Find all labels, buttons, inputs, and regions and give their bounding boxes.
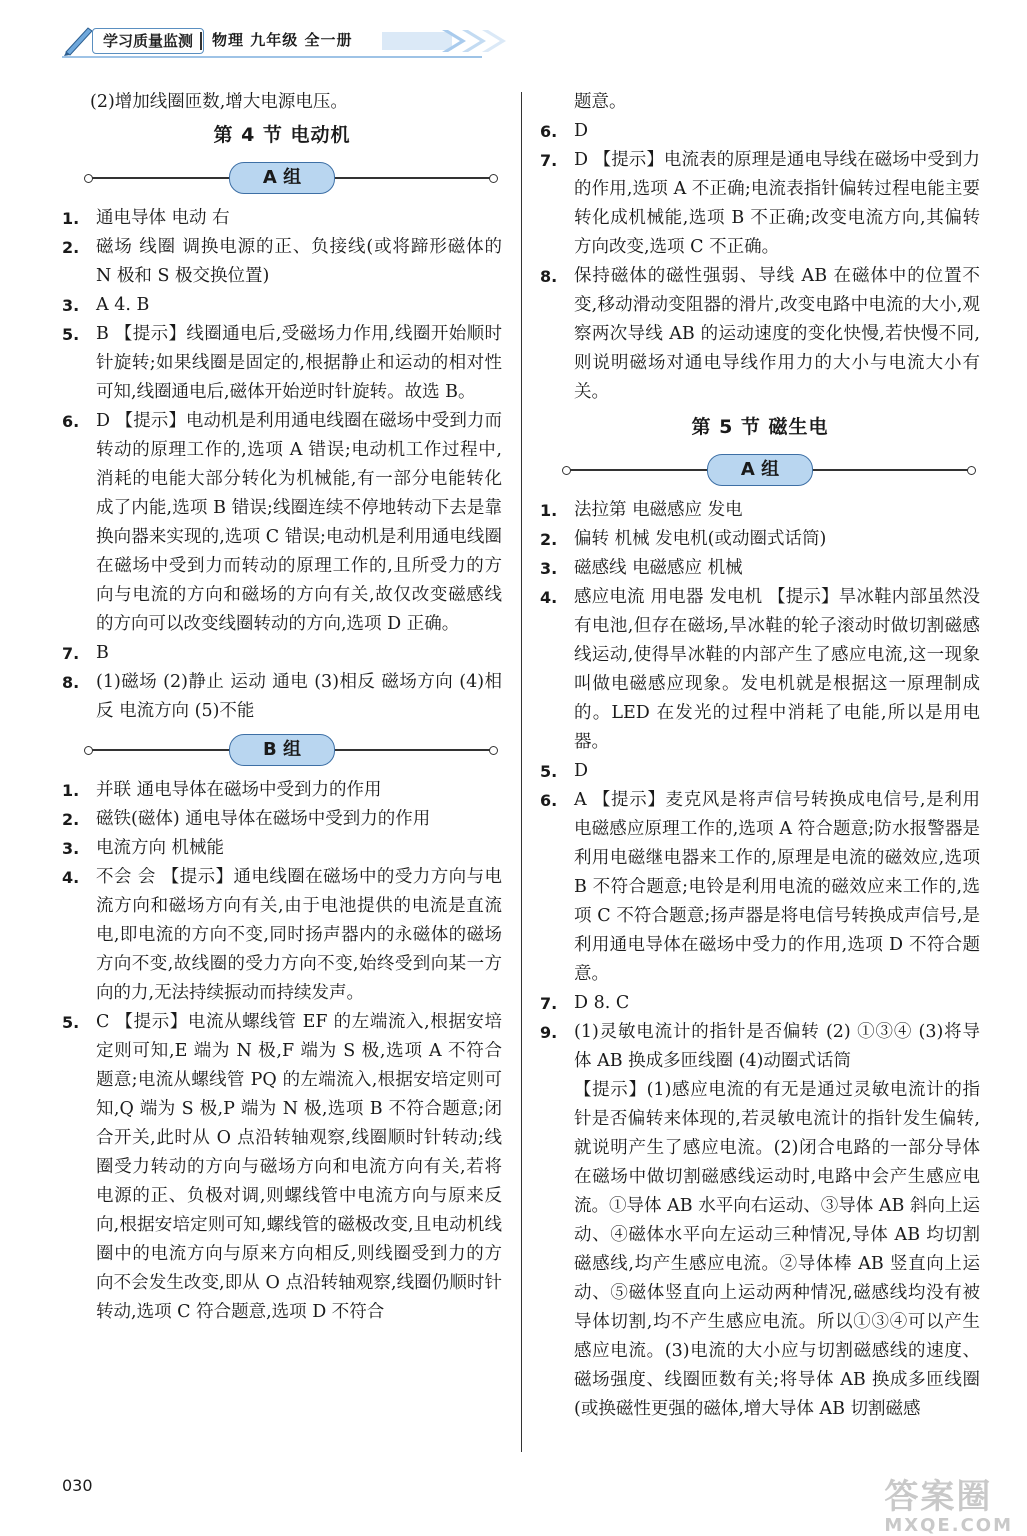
item-number: 5.	[62, 325, 80, 344]
list-item	[62, 834, 502, 863]
right-a-list	[540, 496, 980, 1076]
list-item	[62, 233, 502, 291]
left-b-list	[62, 776, 502, 1327]
item-text: D	[574, 761, 589, 781]
list-item	[62, 668, 502, 726]
item-text: B 【提示】线圈通电后,受磁场力作用,线圈开始顺时针旋转;如果线圈是固定的,根据静止和运动的相对性可知,线圈通电后,磁体开始逆时针旋转。故选 B。	[96, 324, 502, 402]
list-item	[540, 525, 980, 554]
item-text: (1)灵敏电流计的指针是否偏转 (2) ①③④ (3)将导体 AB 换成多匝线圈 (4)动圈式话筒	[574, 1022, 980, 1071]
item-text: D	[574, 121, 589, 141]
intro-line: (2)增加线圈匝数,增大电源电压。	[90, 92, 348, 112]
item-text: 法拉第 电磁感应 发电	[574, 500, 743, 520]
left-a-list	[62, 204, 502, 726]
chevron-decoration-icon	[382, 26, 542, 56]
item-number: 4.	[540, 588, 558, 607]
item-number: 5.	[62, 1013, 80, 1032]
item-number: 1.	[62, 209, 80, 228]
header-rule	[62, 56, 482, 58]
item-number: 9.	[540, 1023, 558, 1042]
item-number: 3.	[540, 559, 558, 578]
item-number: 8.	[62, 673, 80, 692]
right-top-list	[540, 117, 980, 407]
list-item	[62, 863, 502, 1008]
item-text: B	[96, 643, 109, 663]
item-text: 磁铁(磁体) 通电导体在磁场中受到力的作用	[96, 809, 431, 829]
list-item	[62, 320, 502, 407]
item9-hint: 【提示】(1)感应电流的有无是通过灵敏电流计的指针是否偏转来体现的,若灵敏电流计的指针发生偏转,就说明产生了感应电流。(2)闭合电路的一部分导体在磁场中做切割磁感线运动时,电路中会产生感应电流。①导体 AB 水平向右运动、③导体 AB 斜向上运动、④磁体水平向左运动三种情况,导体 AB 均切割磁感线,均产生感应电流。②导体棒 AB 竖直向上运动、⑤磁体竖直向上运动两种情况,磁感线均没有被导体切割,均不产生感应电流。所以①③④可以产生感应电流。(3)电流的大小应与切割磁感线的速度、磁场强度、线圈匝数有关;将导体 AB 换成多匝线圈(或换磁性更强的磁体,增大导体 AB 切割磁感	[574, 1080, 980, 1419]
list-item	[540, 146, 980, 262]
list-item	[540, 117, 980, 146]
watermark-text: 答案圈	[884, 1477, 993, 1517]
item-text: D 8. C	[574, 993, 630, 1013]
list-item	[62, 291, 502, 320]
column-divider	[521, 92, 522, 1452]
item-number: 4.	[62, 868, 80, 887]
list-item	[540, 1018, 980, 1076]
list-item	[62, 1008, 502, 1327]
group-a-label-right: A 组	[707, 454, 813, 486]
list-item	[540, 262, 980, 407]
group-a-banner-right	[540, 452, 980, 488]
item-number: 7.	[540, 994, 558, 1013]
left-column	[62, 88, 502, 1327]
item-number: 1.	[62, 781, 80, 800]
list-item	[540, 786, 980, 989]
item-text: 不会 会 【提示】通电线圈在磁场中的受力方向与电流方向和磁场方向有关,由于电池提供的电流是直流电,即电流的方向不变,同时扬声器内的永磁体的磁场方向不变,故线圈的受力方向不变,始终受到向某一方向的力,无法持续振动而持续发声。	[96, 867, 502, 1003]
list-item	[62, 204, 502, 233]
item-number: 2.	[62, 238, 80, 257]
page-number: 030	[62, 1476, 93, 1495]
item-text: D 【提示】电动机是利用通电线圈在磁场中受到力而转动的原理工作的,选项 A 错误;电动机工作过程中,消耗的电能大部分转化为机械能,有一部分电能转化成了内能,选项 B 错误;线圈连续不停地转动下去是靠换向器来实现的,选项 C 错误;电动机是利用通电线圈在磁场中受到力而转动的原理工作的,且所受力的方向与电流的方向和磁场的方向有关,故仅改变磁感线的方向可以改变线圈转动的方向,选项 D 正确。	[96, 411, 502, 634]
right-column	[540, 88, 980, 1424]
list-item	[62, 805, 502, 834]
pen-icon	[62, 22, 96, 56]
item-text: 通电导体 电动 右	[96, 208, 230, 228]
item-text: (1)磁场 (2)静止 运动 通电 (3)相反 磁场方向 (4)相反 电流方向 (5)不能	[96, 672, 502, 721]
item-text: 感应电流 用电器 发电机 【提示】旱冰鞋内部虽然没有电池,但存在磁场,旱冰鞋的轮子滚动时做切割磁感线运动,使得旱冰鞋的内部产生了感应电流,这一现象叫做电磁感应现象。发电机就是根据这一原理制成的。LED 在发光的过程中消耗了电能,所以是用电器。	[574, 587, 980, 752]
list-item	[540, 757, 980, 786]
list-item	[540, 554, 980, 583]
list-item	[62, 407, 502, 639]
item-number: 3.	[62, 296, 80, 315]
group-b-label: B 组	[229, 734, 335, 766]
item-number: 5.	[540, 762, 558, 781]
list-item	[62, 776, 502, 805]
item-number: 6.	[62, 412, 80, 431]
watermark-url: MXQE.COM	[884, 1515, 1013, 1536]
item-text: 并联 通电导体在磁场中受到力的作用	[96, 780, 382, 800]
item-text: 磁感线 电磁感应 机械	[574, 558, 743, 578]
list-item	[540, 496, 980, 525]
item-number: 7.	[540, 151, 558, 170]
list-item	[540, 583, 980, 757]
group-a-label: A 组	[229, 162, 335, 194]
item-number: 2.	[540, 530, 558, 549]
item-text: A 4. B	[96, 295, 150, 315]
list-item	[62, 639, 502, 668]
section-title-5: 第 5 节 磁生电	[691, 416, 829, 438]
header-separator	[200, 32, 202, 50]
header-subject: 物理 九年级 全一册	[212, 31, 353, 49]
watermark	[884, 1478, 1013, 1536]
item-text: C 【提示】电流从螺线管 EF 的左端流入,根据安培定则可知,E 端为 N 极,F 端为 S 极,选项 A 不符合题意;电流从螺线管 PQ 的左端流入,根据安培定则可知,Q 端为 S 极,P 端为 N 极,选项 B 不符合题意;闭合开关,此时从 O 点沿转轴观察,线圈顺时针转动;线圈受力转动的方向与磁场方向和电流方向有关,若将电源的正、负极对调,则螺线管中电流方向与原来反向,根据安培定则可知,螺线管的磁极改变,且电动机线圈中的电流方向与原来方向相反,则线圈受到力的方向不会发生改变,即从 O 点沿转轴观察,线圈仍顺时针转动,选项 C 符合题意,选项 D 不符合	[96, 1012, 502, 1322]
item-text: 偏转 机械 发电机(或动圈式话筒)	[574, 529, 827, 549]
group-a-banner	[62, 160, 502, 196]
item-text: 电流方向 机械能	[96, 838, 225, 858]
continued-text: 题意。	[574, 92, 627, 112]
item-text: 保持磁体的磁性强弱、导线 AB 在磁体中的位置不变,移动滑动变阻器的滑片,改变电路中电流的大小,观察两次导线 AB 的运动速度的变化快慢,若快慢不同,则说明磁场对通电导线作用力的大小与电流大小有关。	[574, 266, 980, 402]
item-number: 8.	[540, 267, 558, 286]
item-number: 2.	[62, 810, 80, 829]
item-number: 3.	[62, 839, 80, 858]
item-text: D 【提示】电流表的原理是通电导线在磁场中受到力的作用,选项 A 不正确;电流表指针偏转过程电能主要转化成机械能,选项 B 不正确;改变电流方向,其偏转方向改变,选项 C 不正确。	[574, 150, 980, 257]
item-text: 磁场 线圈 调换电源的正、负接线(或将蹄形磁体的 N 极和 S 极交换位置)	[96, 237, 502, 286]
header-badge: 学习质量监测	[92, 28, 204, 54]
list-item	[540, 989, 980, 1018]
section-title-4: 第 4 节 电动机	[213, 124, 351, 146]
item-text: A 【提示】麦克风是将声信号转换成电信号,是利用电磁感应原理工作的,选项 A 符合题意;防水报警器是利用电磁继电器来工作的,原理是电流的磁效应,选项 B 不符合题意;电铃是利用电流的磁效应来工作的,选项 C 不符合题意;扬声器是将电信号转换成声信号,是利用通电导体在磁场中受力的作用,选项 D 不符合题意。	[574, 790, 980, 984]
item-number: 1.	[540, 501, 558, 520]
group-b-banner	[62, 732, 502, 768]
item-number: 7.	[62, 644, 80, 663]
item-number: 6.	[540, 122, 558, 141]
item-number: 6.	[540, 791, 558, 810]
